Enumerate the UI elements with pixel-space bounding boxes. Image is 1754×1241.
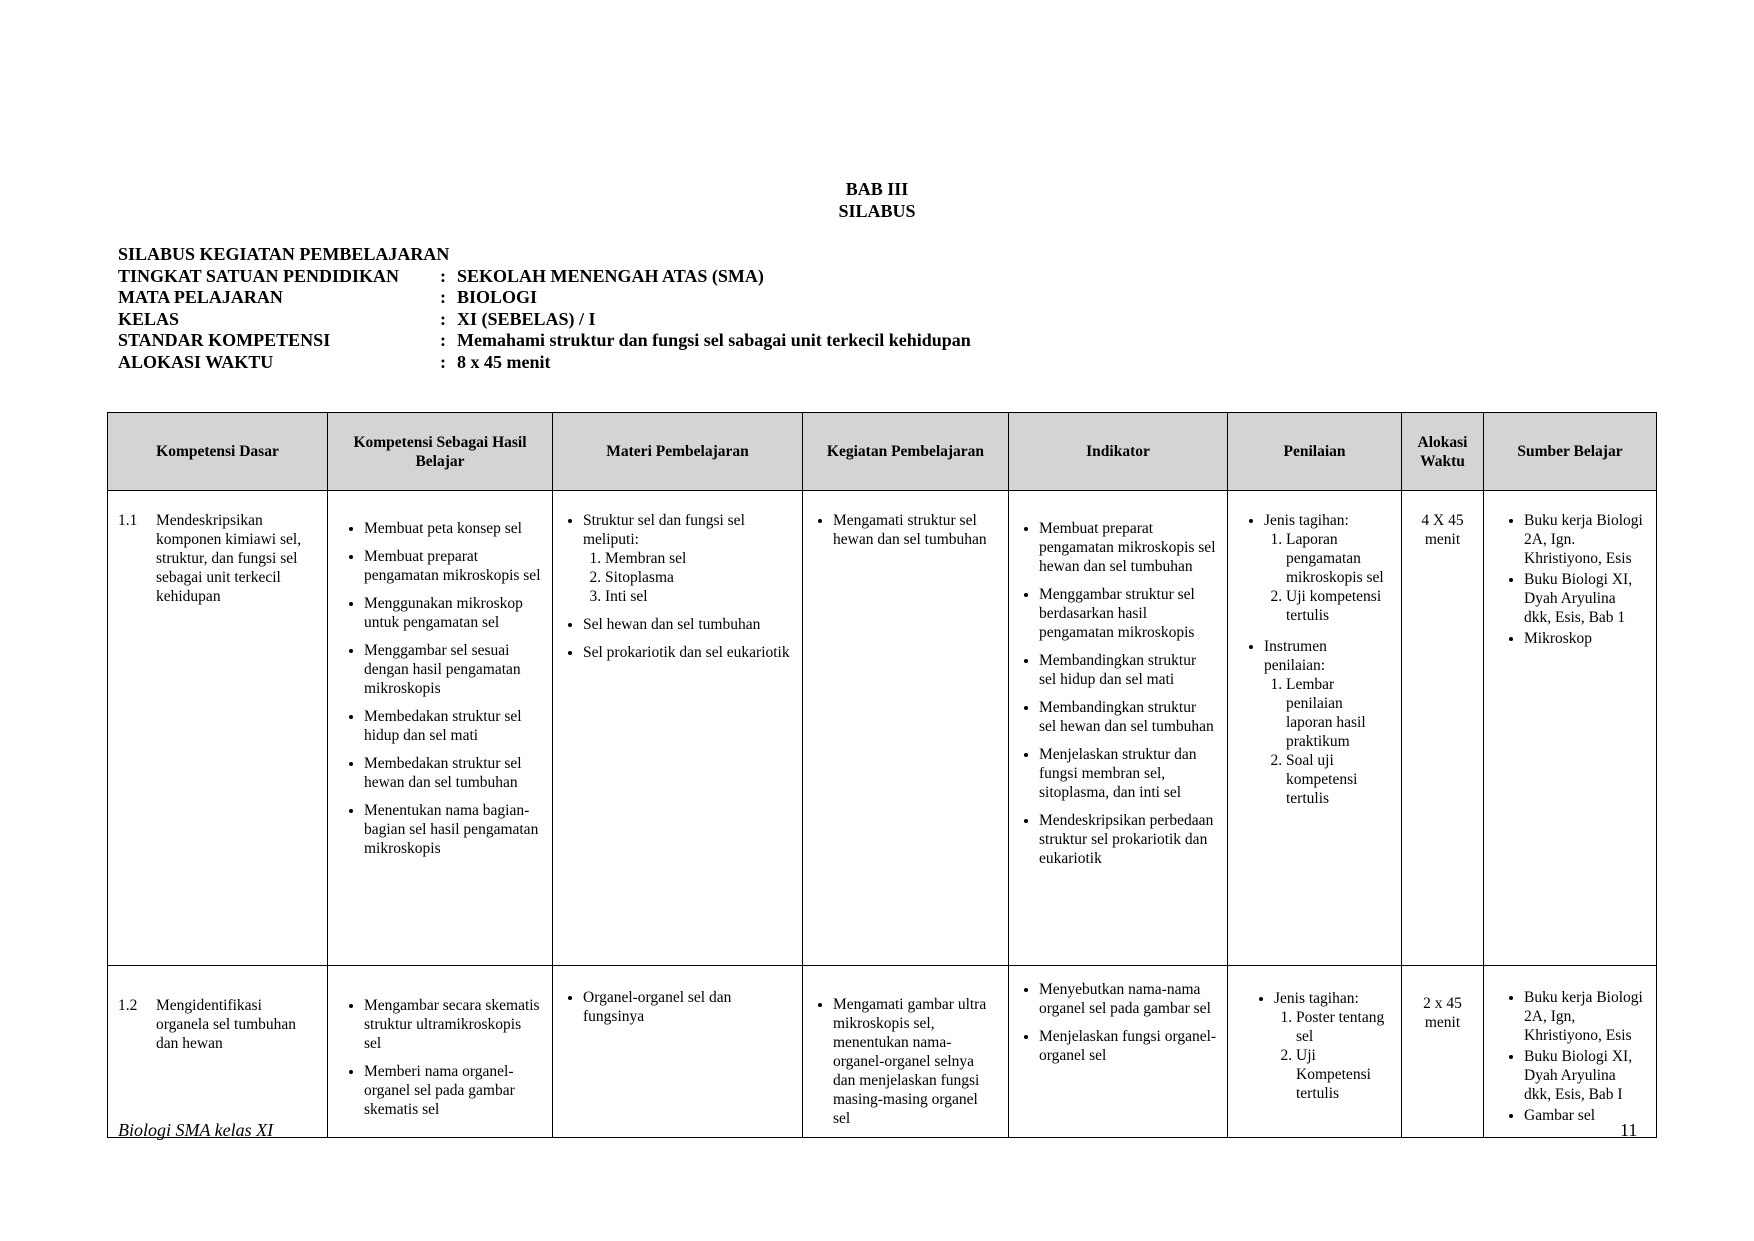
list-item: • Membandingkan struktur sel hewan dan sel tumbuhan <box>1039 698 1217 736</box>
info-colon: : <box>440 330 446 350</box>
list-item: • Menentukan nama bagian-bagian sel hasil pengamatan mikroskopis <box>364 801 542 858</box>
cell-kompetensi-dasar <box>108 966 328 1138</box>
cell-sumber-belajar <box>1484 491 1657 966</box>
footer-book-title: Biologi SMA kelas XI <box>118 1120 274 1140</box>
info-label: ALOKASI WAKTU <box>118 351 274 372</box>
info-label: MATA PELAJARAN <box>118 287 283 307</box>
list-item: • Organel-organel sel dan fungsinya <box>583 988 792 1026</box>
info-colon: : <box>440 265 446 286</box>
cell-indikator <box>1009 966 1228 1138</box>
cell-materi <box>553 966 803 1138</box>
list-item <box>1264 511 1391 625</box>
kd-text: Mendeskripsikan komponen kimiawi sel, struktur, dan fungsi sel sebagai unit terkecil kehidupan <box>156 512 302 605</box>
info-row <box>118 287 971 309</box>
list-item: • Buku kerja Biologi 2A, Ign, Khristiyono, Esis <box>1524 988 1646 1045</box>
info-label: TINGKAT SATUAN PENDIDIKAN <box>118 265 400 286</box>
header-kompetensi-hasil-belajar: Kompetensi Sebagai Hasil Belajar <box>328 413 553 491</box>
penilaian-jenis-label: Jenis tagihan: <box>1274 990 1359 1007</box>
page-heading <box>0 178 1754 222</box>
info-label: KELAS <box>118 308 180 329</box>
table-row <box>108 966 1657 1138</box>
list-item: • Menggambar struktur sel berdasarkan hasil pengamatan mikroskopis <box>1039 585 1217 642</box>
list-item: • Menjelaskan fungsi organel-organel sel <box>1039 1027 1217 1065</box>
list-item: • Membedakan struktur sel hidup dan sel mati <box>364 707 542 745</box>
info-row <box>118 309 971 331</box>
list-item: 1. Lembar penilaian laporan hasil praktikum <box>1286 675 1391 751</box>
page-number: 11 <box>1620 1120 1638 1140</box>
cell-alokasi-waktu <box>1402 966 1484 1138</box>
info-value: SEKOLAH MENENGAH ATAS (SMA) <box>457 265 764 286</box>
table-row <box>108 491 1657 966</box>
list-item: • Membuat peta konsep sel <box>364 519 542 538</box>
list-item: 2. Uji Kompetensi tertulis <box>1296 1046 1391 1103</box>
list-item: • Membuat preparat pengamatan mikroskopis sel hewan dan sel tumbuhan <box>1039 519 1217 576</box>
info-label: STANDAR KOMPETENSI <box>118 330 331 350</box>
info-value: Memahami struktur dan fungsi sel sabagai unit terkecil kehidupan <box>457 330 971 350</box>
list-item <box>583 511 792 606</box>
info-colon: : <box>440 308 446 329</box>
cell-kompetensi-hasil-belajar <box>328 966 553 1138</box>
list-item: 1. Poster tentang sel <box>1296 1008 1391 1046</box>
cell-materi <box>553 491 803 966</box>
list-item: • Menjelaskan struktur dan fungsi membran sel, sitoplasma, dan inti sel <box>1039 745 1217 802</box>
list-item <box>1274 989 1391 1103</box>
cell-alokasi-waktu <box>1402 491 1484 966</box>
cell-penilaian <box>1228 491 1402 966</box>
kd-number: 1.1 <box>118 512 138 529</box>
list-item: 3. Inti sel <box>605 587 792 606</box>
kd-text: Mengidentifikasi organela sel tumbuhan dan hewan <box>156 997 297 1052</box>
list-item: • Memberi nama organel-organel sel pada gambar skematis sel <box>364 1062 542 1119</box>
cell-sumber-belajar <box>1484 966 1657 1138</box>
info-title: SILABUS KEGIATAN PEMBELAJARAN <box>118 244 450 264</box>
list-item: 2. Sitoplasma <box>605 568 792 587</box>
list-item: • Membuat preparat pengamatan mikroskopis sel <box>364 547 542 585</box>
list-item: • Buku kerja Biologi 2A, Ign. Khristiyono, Esis <box>1524 511 1646 568</box>
info-colon: : <box>440 287 446 307</box>
list-item: • Mikroskop <box>1524 629 1646 648</box>
list-item: 2. Uji kompetensi tertulis <box>1286 587 1391 625</box>
info-value: XI (SEBELAS) / I <box>457 308 596 329</box>
materi-main: Struktur sel dan fungsi sel meliputi: <box>583 512 745 548</box>
info-colon: : <box>440 351 446 372</box>
header-kompetensi-dasar: Kompetensi Dasar <box>108 413 328 491</box>
list-item: 2. Soal uji kompetensi tertulis <box>1286 751 1391 808</box>
alokasi-waktu: 4 X 45 menit <box>1421 512 1464 548</box>
section-title: SILABUS <box>838 201 916 221</box>
syllabus-info <box>118 244 971 373</box>
kd-number: 1.2 <box>118 997 138 1014</box>
penilaian-jenis-label: Jenis tagihan: <box>1264 512 1349 529</box>
list-item: 1. Laporan pengamatan mikroskopis sel <box>1286 530 1391 587</box>
list-item: • Buku Biologi XI, Dyah Aryulina dkk, Esis, Bab 1 <box>1524 570 1646 627</box>
list-item <box>1264 637 1391 808</box>
header-alokasi-waktu: Alokasi Waktu <box>1402 413 1484 491</box>
header-materi: Materi Pembelajaran <box>553 413 803 491</box>
cell-kegiatan <box>803 966 1009 1138</box>
list-item: • Sel hewan dan sel tumbuhan <box>583 615 792 634</box>
info-value: 8 x 45 menit <box>457 351 551 372</box>
header-indikator: Indikator <box>1009 413 1228 491</box>
list-item: • Mengamati struktur sel hewan dan sel tumbuhan <box>833 511 998 549</box>
list-item: • Membedakan struktur sel hewan dan sel tumbuhan <box>364 754 542 792</box>
list-item: • Gambar sel <box>1524 1106 1646 1125</box>
info-value: BIOLOGI <box>457 287 538 307</box>
info-row <box>118 330 971 352</box>
alokasi-waktu: 2 x 45 menit <box>1423 995 1462 1031</box>
info-row <box>118 352 971 374</box>
list-item: • Membandingkan struktur sel hidup dan sel mati <box>1039 651 1217 689</box>
cell-kompetensi-dasar <box>108 491 328 966</box>
list-item: • Sel prokariotik dan sel eukariotik <box>583 643 792 662</box>
syllabus-table <box>107 412 1657 1138</box>
list-item: • Mengamati gambar ultra mikroskopis sel, menentukan nama-organel-organel selnya dan menjelaskan fungsi masing-masing organel sel <box>833 995 998 1128</box>
list-item: • Buku Biologi XI, Dyah Aryulina dkk, Esis, Bab I <box>1524 1047 1646 1104</box>
header-kegiatan: Kegiatan Pembelajaran <box>803 413 1009 491</box>
list-item: • Menyebutkan nama-nama organel sel pada gambar sel <box>1039 980 1217 1018</box>
header-penilaian: Penilaian <box>1228 413 1402 491</box>
list-item: 1. Membran sel <box>605 549 792 568</box>
list-item: • Mendeskripsikan perbedaan struktur sel prokariotik dan eukariotik <box>1039 811 1217 868</box>
header-sumber-belajar: Sumber Belajar <box>1484 413 1657 491</box>
list-item: • Menggunakan mikroskop untuk pengamatan sel <box>364 594 542 632</box>
chapter-title: BAB III <box>845 179 909 199</box>
info-row <box>118 266 971 288</box>
cell-indikator <box>1009 491 1228 966</box>
cell-kompetensi-hasil-belajar <box>328 491 553 966</box>
penilaian-instrumen-label: Instrumen penilaian: <box>1264 638 1327 674</box>
list-item: • Mengambar secara skematis struktur ultramikroskopis sel <box>364 996 542 1053</box>
table-header-row <box>108 413 1657 491</box>
cell-kegiatan <box>803 491 1009 966</box>
cell-penilaian <box>1228 966 1402 1138</box>
list-item: • Menggambar sel sesuai dengan hasil pengamatan mikroskopis <box>364 641 542 698</box>
